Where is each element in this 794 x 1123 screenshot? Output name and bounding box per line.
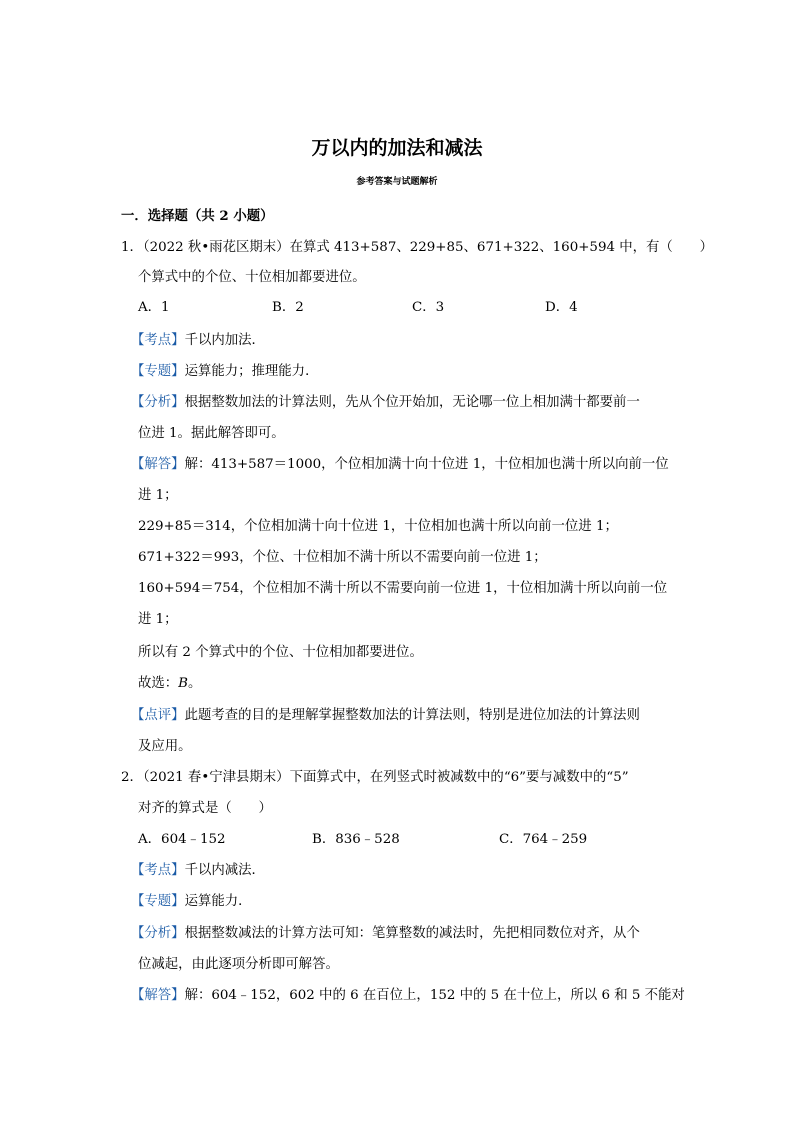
kaodian-label: 【考点】 [131, 863, 185, 878]
question-2-jieda [131, 986, 685, 1006]
dianping-text: 此题考查的目的是理解掌握整数加法的计算法则，特别是进位加法的计算法则 [184, 708, 640, 723]
jieda-text: 解：413+587＝1000，个位相加满十向十位进 1，十位相加也满十所以向前一位 [184, 457, 669, 472]
question-1-jieda [131, 455, 669, 475]
fenxi-text: 根据整数减法的计算方法可知：笔算整数的减法时，先把相同数位对齐，从个 [184, 926, 640, 941]
answer-suffix: 。 [188, 676, 202, 691]
kaodian-text: 千以内减法． [184, 863, 265, 878]
question-2-stem-line1: 2．（2021 春•宁津县期末）下面算式中，在列竖式时被减数中的“6”要与减数中的“5” [121, 770, 629, 785]
kaodian-label: 【考点】 [131, 333, 185, 348]
jieda-label: 【解答】 [131, 988, 185, 1003]
zhuanti-label: 【专题】 [131, 364, 185, 379]
answer-choice: B [178, 676, 189, 691]
question-1-option-a: A．1 [138, 300, 170, 315]
question-1-zhuanti [131, 362, 318, 382]
jieda-label: 【解答】 [131, 457, 185, 472]
kaodian-text: 千以内加法． [184, 333, 265, 348]
question-1-jieda-line5: 160+594＝754，个位相加不满十所以不需要向前一位进 1，十位相加满十所以向前一位 [138, 581, 668, 596]
answer-prefix: 故选： [138, 676, 179, 691]
question-1-option-b: B．2 [272, 300, 304, 315]
question-2-stem-line2: 对齐的算式是（ ） [138, 801, 272, 816]
question-1-jieda-line6: 进 1； [138, 612, 178, 627]
question-1-fenxi [131, 393, 640, 413]
zhuanti-text: 运算能力；推理能力． [184, 364, 319, 379]
question-1-kaodian [131, 331, 265, 351]
question-1-jieda-line3: 229+85＝314，个位相加满十向十位进 1，十位相加也满十所以向前一位进 1； [138, 519, 618, 534]
question-1-option-c: C．3 [412, 300, 445, 315]
section-heading: 一．选择题（共 2 小题） [121, 208, 274, 224]
question-2-option-a: A．604﹣152 [138, 832, 226, 847]
question-1-dianping-line2: 及应用。 [138, 739, 192, 754]
fenxi-label: 【分析】 [131, 926, 185, 941]
question-2-fenxi [131, 924, 640, 944]
question-1-stem-line2: 个算式中的个位、十位相加都要进位。 [138, 270, 366, 285]
question-2-fenxi-line2: 位减起，由此逐项分析即可解答。 [138, 957, 339, 972]
zhuanti-text: 运算能力． [184, 894, 252, 909]
question-2-option-b: B．836﹣528 [312, 832, 400, 847]
jieda-text: 解：604﹣152，602 中的 6 在百位上，152 中的 5 在十位上，所以 6 和 5 不能对 [184, 988, 685, 1003]
question-1-jieda-line4: 671+322＝993，个位、十位相加不满十所以不需要向前一位进 1； [138, 550, 547, 565]
question-2-zhuanti [131, 892, 252, 912]
fenxi-label: 【分析】 [131, 395, 185, 410]
question-1-jieda-line7: 所以有 2 个算式中的个位、十位相加都要进位。 [138, 645, 423, 660]
document-subtitle: 参考答案与试题解析 [356, 177, 438, 187]
dianping-label: 【点评】 [131, 708, 185, 723]
document-title: 万以内的加法和减法 [311, 137, 483, 159]
fenxi-text: 根据整数加法的计算法则，先从个位开始加，无论哪一位上相加满十都要前一 [184, 395, 640, 410]
question-1-dianping [131, 706, 640, 726]
question-2-option-c: C．764﹣259 [499, 832, 588, 847]
question-1-answer [138, 674, 201, 694]
zhuanti-label: 【专题】 [131, 894, 185, 909]
question-2-kaodian [131, 861, 265, 881]
question-1-stem-line1: 1．（2022 秋•雨花区期末）在算式 413+587、229+85、671+322、160+594 中，有（ ） [121, 240, 713, 255]
question-1-jieda-line2: 进 1； [138, 488, 178, 503]
question-1-fenxi-line2: 位进 1。据此解答即可。 [138, 426, 285, 441]
question-1-option-d: D．4 [545, 300, 578, 315]
